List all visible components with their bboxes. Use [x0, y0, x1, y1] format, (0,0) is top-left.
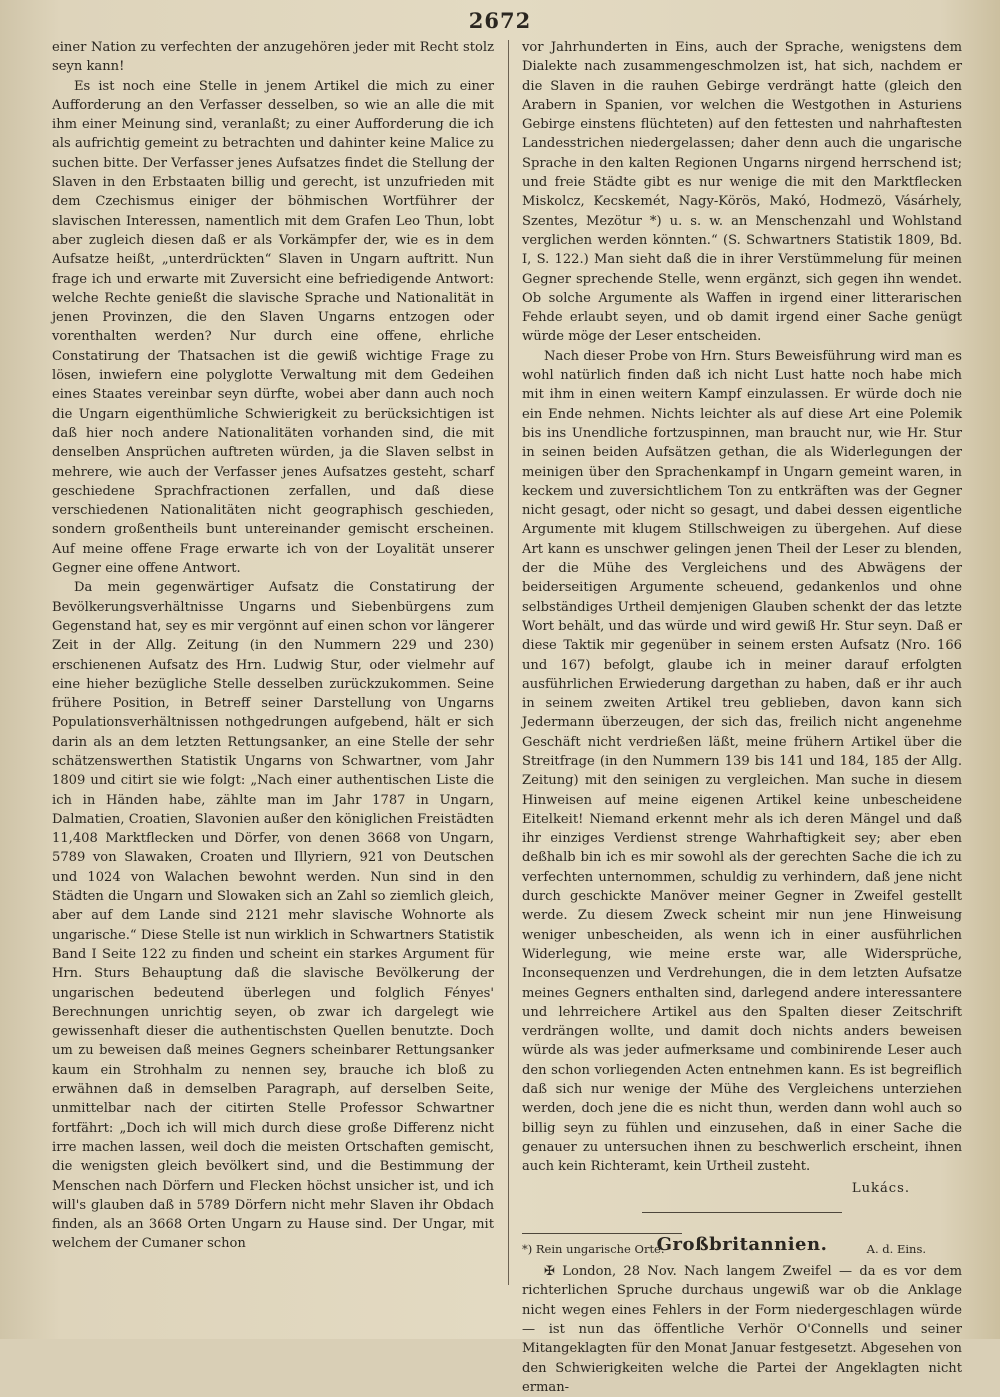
right-column	[522, 38, 962, 1397]
column-divider	[508, 40, 509, 1285]
right-paragraph-1: vor Jahrhunderten in Eins, auch der Sprache, wenigstens dem Dialekte nach zusammengeschmolzen ist, hat sich, nachdem er die Slaven in die rauhen Gebirge verdrängt hatte (gleich den Arabern in Spanien, vor welchen die Westgothen in Asturiens Gebirge einstens flüchteten) auf den fettesten und nahrhaftesten Landesstrichen niedergelassen; daher denn auch die ungarische Sprache in den kalten Regionen Ungarns nirgend herrschend ist; und freie Städte gibt es nur wenige die mit den Marktflecken Miskolcz, Kecskemét, Nagy-Körös, Makó, Hodmezö, Vásárhely, Szentes, Mezötur *) u. s. w. an Menschenzahl und Wohlstand verglichen werden könnten.“ (S. Schwartners Statistik 1809, Bd. I, S. 122.) Man sieht daß die in ihrer Verstümmelung für meinen Gegner sprechende Stelle, wenn ergänzt, sich gegen ihn wendet. Ob solche Argumente als Waffen in irgend einer litterarischen Fehde erlaubt seyen, und ob damit irgend einer Sache genügt würde möge der Leser entscheiden.	[522, 40, 962, 345]
footnote-text: *) Rein ungarische Orte.	[522, 1242, 665, 1256]
section-rule	[642, 1212, 842, 1213]
london-paragraph: ✠ London, 28 Nov. Nach langem Zweifel — da es vor dem richterlichen Spruche durchaus ungewiß war ob die Anklage nicht wegen eines Fehlers in der Form niedergeschlagen würde — ist nun das öffentliche Verhör O'Connells und seiner Mitangeklagten für den Monat Januar festgesetzt. Abgesehen von den Schwierigkeiten welche die Partei der Angeklagten nicht erman-	[522, 1264, 962, 1395]
left-paragraph-2: Es ist noch eine Stelle in jenem Artikel die mich zu einer Aufforderung an den Verfasser desselben, so wie an alle die mit ihm einer Meinung sind, veranlaßt; zu einer Aufforderung die ich als aufrichtig gemeint zu betrachten und dahinter keine Malice zu suchen bitte. Der Verfasser jenes Aufsatzes findet die Stellung der Slaven in den Erbstaaten billig und gerecht, ist unzufrieden mit dem Czechismus einiger der böhmischen Wortführer der slavischen Interessen, namentlich mit dem Grafen Leo Thun, lobt aber zugleich diesen daß er als Vorkämpfer der, wie es in dem Aufsatze heißt, „unterdrückten“ Slaven in Ungarn auftritt. Nun frage ich und erwarte mit Zuversicht eine befriedigende Antwort: welche Rechte genießt die slavische Sprache und Nationalität in jenen Provinzen, die den Slaven Ungarns entzogen oder vorenthalten werden? Nur durch eine offene, ehrliche Constatirung der Thatsachen ist die gewiß wichtige Frage zu lösen, inwiefern eine polyglotte Verwaltung mit dem Gedeihen eines Staates vereinbar seyn dürfte, wobei aber dann auch noch die Ungarn eigenthümliche Schwierigkeit zu berücksichtigen ist daß hier noch andere Nationalitäten vorhanden sind, die mit denselben Ansprüchen auftreten würden, ja die Slaven selbst in mehrere, wie auch der Verfasser jenes Aufsatzes gesteht, scharf geschiedene Sprachfractionen zerfallen, und daß diese verschiedenen Nationalitäten nicht geographisch geschieden, sondern großentheils bunt untereinander gemischt erscheinen. Auf meine offene Frage erwarte ich von der Loyalität unserer Gegner eine offene Antwort.	[52, 78, 494, 577]
footnote-rule	[522, 1233, 682, 1234]
section-heading: Großbritannien.	[656, 1233, 828, 1255]
author-signature: Lukács.	[851, 1180, 910, 1196]
footnote	[522, 1242, 942, 1257]
right-paragraph-2: Nach dieser Probe von Hrn. Sturs Beweisführung wird man es wohl natürlich finden daß ich nicht Lust hatte noch habe mich mit ihm in einen weitern Kampf einzulassen. Er würde doch nie ein Ende nehmen. Nichts leichter als auf diese Art eine Polemik bis ins Unendliche fortzuspinnen, man braucht nur, wie Hr. Stur in seinen beiden Aufsätzen gethan, die als Widerlegungen der meinigen über den Sprachenkampf in Ungarn gemeint waren, in keckem und zuversichtlichem Ton zu entkräften was der Gegner nicht gesagt, oder nicht so gesagt, und dabei dessen eigentliche Argumente mit klugem Stillschweigen zu übergehen. Auf diese Art kann es unschwer gelingen jenen Theil der Leser zu blenden, der die Mühe des Vergleichens und des Abwägens der beiderseitigen Argumente scheuend, gedankenlos und ohne selbständiges Urtheil demjenigen Glauben schenkt der das letzte Wort behält, und das würde und wird gewiß Hr. Stur seyn. Daß er diese Taktik mir gegenüber in seinem ersten Aufsatz (Nro. 166 und 167) befolgt, glaube ich in meiner darauf erfolgten ausführlichen Erwiederung dargethan zu haben, daß er ihr auch in seinem zweiten Artikel treu geblieben, davon kann sich Jedermann überzeugen, der sich das, freilich nicht angenehme Geschäft nicht verdrießen läßt, meine frühern Artikel über die Streitfrage (in den Nummern 139 bis 141 und 184, 185 der Allg. Zeitung) mit den seinigen zu vergleichen. Man suche in diesem Hinweisen auf meine eigenen Artikel keine unbescheidene Eitelkeit! Niemand erkennt mehr als ich deren Mängel und daß ihr einziges Verdienst strenge Wahrhaftigkeit sey; aber eben deßhalb bin ich es mir sowohl als der gerechten Sache die ich zu verfechten unternommen, schuldig zu verhindern, daß jene nicht durch geschickte Manöver meiner Gegner in Zweifel gestellt werde. Zu diesem Zweck scheint mir nun jene Hinweisung weniger unbescheiden, als wenn ich in einer ausführlichen Widerlegung, wie meine erste war, alle Widersprüche, Inconsequenzen und Verdrehungen, die in dem letzten Aufsatze meines Gegners enthalten sind, darlegend andere interessantere und lehrreichere Artikel aus den Spalten dieser Zeitschrift verdrängen wollte, und damit doch nichts anders beweisen würde als was jeder aufmerksame und combinirende Leser auch den schon vorliegenden Acten entnehmen kann. Es ist begreiflich daß sich nur wenige der Mühe des Vergleichens unterziehen werden, doch jene die es nicht thun, werden dann wohl auch so billig seyn zu fühlen und einzusehen, daß in einer Sache die genauer zu untersuchen ihnen zu beschwerlich erscheint, ihnen auch kein Richteramt, kein Urtheil zusteht.	[522, 348, 962, 1175]
left-paragraph-3: Da mein gegenwärtiger Aufsatz die Constatirung der Bevölkerungsverhältnisse Ungarns und Siebenbürgens zum Gegenstand hat, sey es mir vergönnt auf einen schon vor längerer Zeit in der Allg. Zeitung (in den Nummern 229 und 230) erschienenen Aufsatz des Hrn. Ludwig Stur, oder vielmehr auf eine hieher bezügliche Stelle desselben zurückzukommen. Seine frühere Position, in Betreff seiner Darstellung von Ungarns Populationsverhältnissen nothgedrungen aufgebend, hält er sich darin als an dem letzten Rettungsanker, an eine Stelle der sehr schätzenswerthen Statistik Ungarns von Schwartner, vom Jahr 1809 und citirt sie wie folgt: „Nach einer authentischen Liste die ich in Händen habe, zählte man im Jahr 1787 in Ungarn, Dalmatien, Croatien, Slavonien außer den königlichen Freistädten 11,408 Marktflecken und Dörfer, von denen 3668 von Ungarn, 5789 von Slawaken, Croaten und Illyriern, 921 von Deutschen und 1024 von Walachen bewohnt werden. Nun sind in den Städten die Ungarn und Slowaken sich an Zahl so ziemlich gleich, aber auf dem Lande sind 2121 mehr slavische Wohnorte als ungarische.“ Diese Stelle ist nun wirklich in Schwartners Statistik Band I Seite 122 zu finden und scheint ein starkes Argument für Hrn. Sturs Behauptung daß die slavische Bevölkerung der ungarischen bedeutend überlegen und folglich Fényes' Berechnungen unrichtig seyen, ob zwar ich dargelegt wie gewissenhaft dieser die authentischsten Quellen benutzte. Doch um zu beweisen daß meines Gegners scheinbarer Rettungsanker kaum ein Strohhalm zu nennen sey, brauche ich bloß zu erwähnen daß in demselben Paragraph, auf derselben Seite, unmittelbar nach der citirten Stelle Professor Schwartner fortfährt: „Doch ich will mich durch diese große Differenz nicht irre machen lassen, weil doch die meisten Ortschaften gemischt, die wenigsten gleich bevölkert sind, und die Bestimmung der Menschen nach Dörfern und Flecken höchst unsicher ist, und ich will's glauben daß in 5789 Dörfern nicht mehr Slaven ihr Obdach finden, als an 3668 Orten Ungarn zu Hause sind. Der Ungar, mit welchem der Cumaner schon	[52, 580, 494, 1252]
page-number: 2672	[468, 8, 532, 33]
left-column	[52, 38, 494, 1254]
footnote-attribution: A. d. Eins.	[866, 1242, 926, 1256]
left-paragraph-1: einer Nation zu verfechten der anzugehören jeder mit Recht stolz seyn kann!	[52, 40, 494, 75]
